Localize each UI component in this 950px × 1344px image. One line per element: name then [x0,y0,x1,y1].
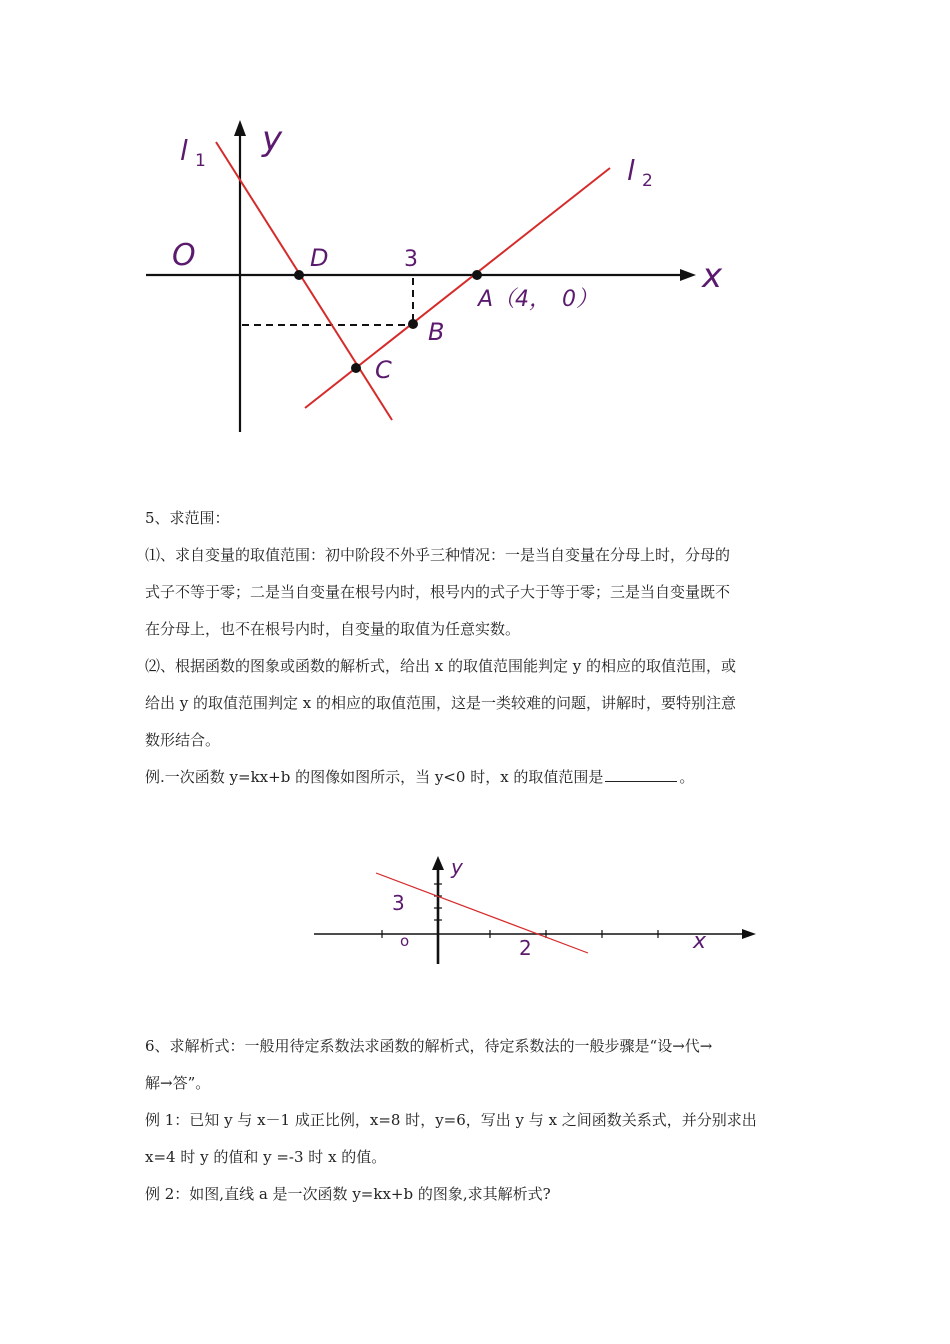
x-axis-arrow [742,929,756,939]
label-point-c: C [375,356,392,384]
section5-text [145,500,810,796]
example2: 例 2：如图,直线 a 是一次函数 y=kx+b 的图象,求其解析式? [145,1185,551,1203]
x-axis-arrow [680,269,696,281]
section5-p2-line2: 给出 y 的取值范围判定 x 的相应的取值范围，这是一类较难的问题，讲解时，要特别注意 [145,694,737,712]
label-y-axis: y [262,119,283,159]
section5-p2-line1: ⑵、根据函数的图象或函数的解析式，给出 x 的取值范围能判定 y 的相应的取值范围，或 [145,657,737,675]
label-l2-sub: 2 [642,171,653,191]
y-axis-arrow [234,120,246,136]
answer-blank [605,780,677,782]
section5-example [145,759,810,796]
label-point-b: B [428,318,445,346]
label-y-intercept: 3 [392,891,405,915]
section5-p1-line3: 在分母上，也不在根号内时，自变量的取值为任意实数。 [145,620,521,638]
label-tick-3: 3 [404,247,418,272]
label-l1: l [180,134,188,167]
label-origin: o [400,932,410,950]
section6-line1: 6、求解析式：一般用待定系数法求函数的解析式，待定系数法的一般步骤是“设→代→ [145,1037,713,1055]
figure-linear-function [310,852,765,972]
example1-line1: 例 1：已知 y 与 x－1 成正比例，x=8 时，y=6，写出 y 与 x 之间函数关系式，并分别求出 [145,1111,757,1129]
line-l1 [216,142,392,420]
label-l1-sub: 1 [195,151,206,171]
section5-p2-line3: 数形结合。 [145,731,221,749]
label-y-axis: y [451,855,463,879]
label-point-d: D [310,244,329,272]
label-point-a: A（4， 0） [478,287,599,312]
label-x-intercept: 2 [519,936,532,960]
point-d-dot [294,270,304,280]
section6-line2: 解→答”。 [145,1074,211,1092]
section5-p1-line2: 式子不等于零；二是当自变量在根号内时，根号内的式子大于等于零；三是当自变量既不 [145,583,731,601]
point-a-dot [472,270,482,280]
y-axis-arrow [432,856,444,870]
section5-p1-line1: ⑴、求自变量的取值范围：初中阶段不外乎三种情况：一是当自变量在分母上时，分母的 [145,546,731,564]
label-l2: l [627,154,635,187]
example1-line2: x=4 时 y 的值和 y =-3 时 x 的值。 [145,1148,387,1166]
point-b-dot [408,319,418,329]
label-origin: O [172,238,196,273]
section5-title: 5、求范围： [145,509,230,527]
point-c-dot [351,363,361,373]
section5-example-text: 例.一次函数 y=kx+b 的图像如图所示，当 y<0 时，x 的取值范围是 [145,768,604,786]
label-x-axis: x [693,929,707,954]
label-x-axis: x [702,256,723,296]
figure-two-lines [140,110,760,450]
section6-text [145,1028,810,1213]
section5-example-end: 。 [679,768,695,786]
